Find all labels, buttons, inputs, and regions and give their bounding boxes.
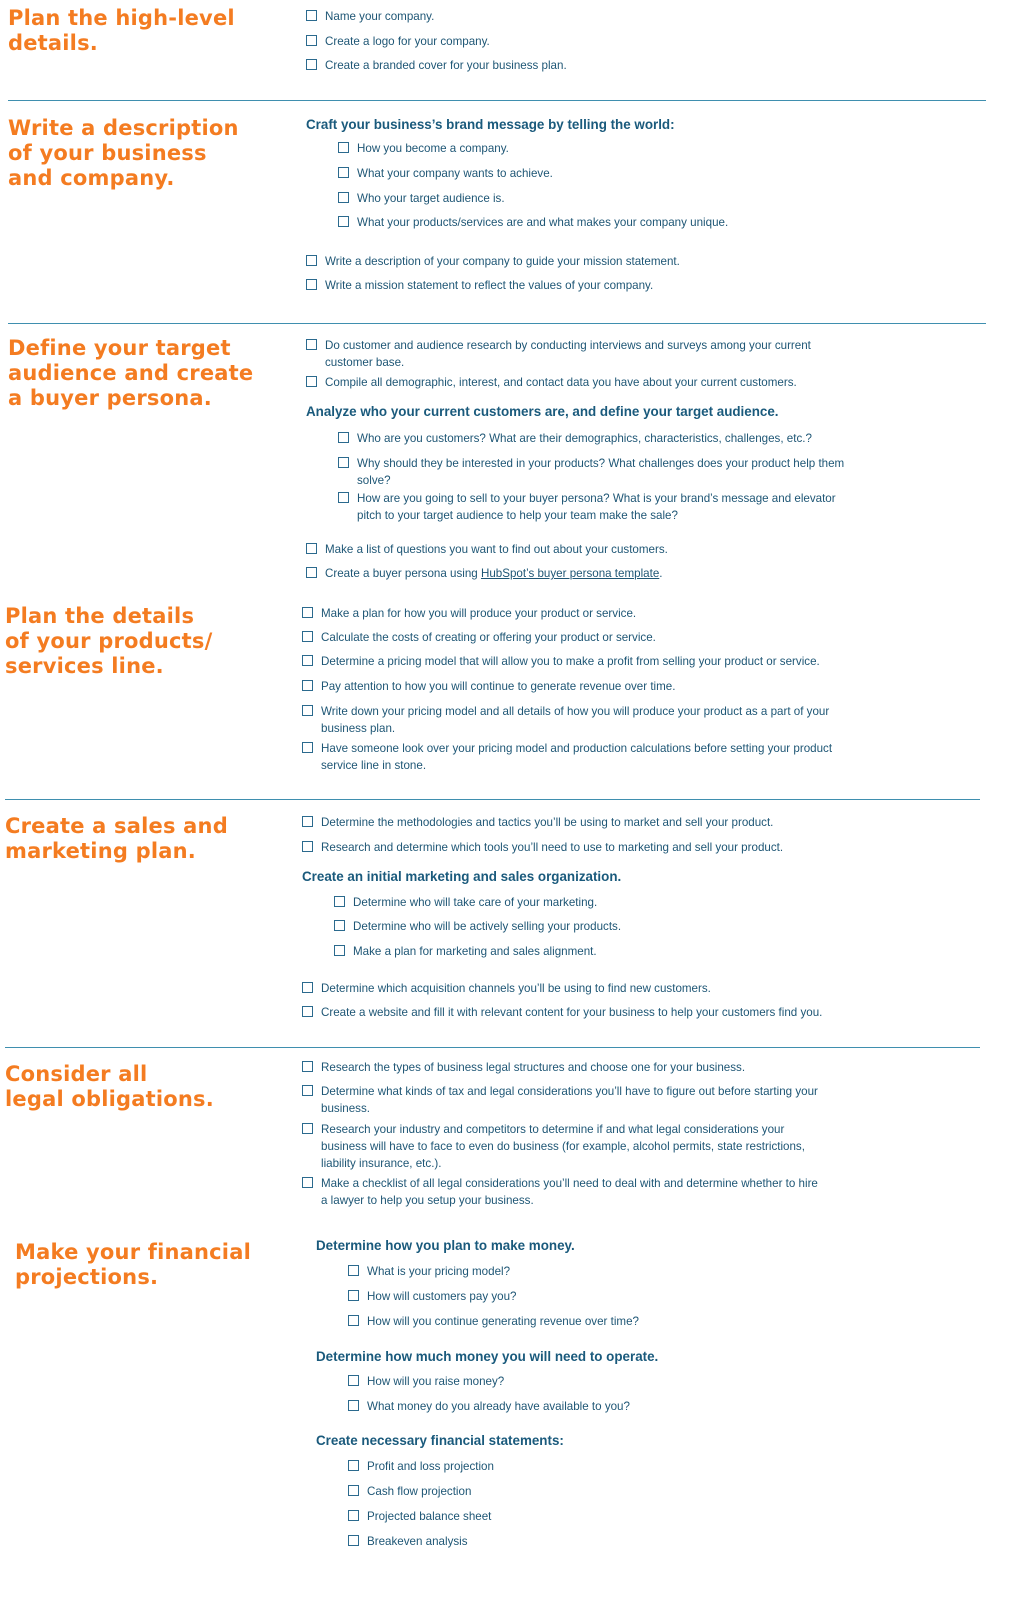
checklist-subitem[interactable] [348,1313,639,1330]
checklist-item[interactable] [302,703,829,737]
checkbox[interactable] [302,631,313,642]
item-text-line: service line in stone. [321,759,427,772]
item-text-line: Make a checklist of all legal considerations you’ll need to deal with and determine whether to hire [321,1177,818,1190]
title-line: Plan the high-level [8,6,235,30]
checklist-subitem[interactable] [348,1533,468,1550]
checklist-item[interactable] [306,253,680,270]
checkbox[interactable] [348,1460,359,1471]
title-line: details. [8,31,98,55]
subheading: Craft your business’s brand message by telling the world: [306,117,675,132]
checklist-item[interactable] [302,678,675,695]
checklist-item[interactable] [302,1121,805,1172]
checklist-item[interactable] [306,374,797,391]
section-title-financial [15,1240,251,1290]
checklist-item[interactable] [306,565,663,582]
checklist-subitem[interactable] [348,1263,510,1280]
checkbox[interactable] [306,567,317,578]
checklist-item[interactable] [306,541,668,558]
checkbox[interactable] [302,705,313,716]
checkbox[interactable] [338,216,349,227]
checklist-subitem[interactable] [348,1458,494,1475]
checkbox[interactable] [302,1006,313,1017]
checklist-item[interactable] [302,740,832,774]
item-text: Create a website and fill it with relevant content for your business to help your customers find you. [321,1006,823,1019]
item-text-line: solve? [357,474,391,487]
item-text: Create a branded cover for your business plan. [325,59,567,72]
item-text: Who are you customers? What are their demographics, characteristics, challenges, etc.? [357,432,812,445]
item-text: Breakeven analysis [367,1535,468,1548]
checkbox[interactable] [302,1061,313,1072]
item-text-prefix: Create a buyer persona using [325,567,481,580]
item-text: Determine a pricing model that will allow you to make a profit from selling your product or service. [321,655,820,668]
section-divider [8,323,986,324]
checkbox[interactable] [306,255,317,266]
checkbox[interactable] [306,543,317,554]
item-text: What your products/services are and what makes your company unique. [357,216,729,229]
checkbox[interactable] [338,492,349,503]
checklist-item[interactable] [302,980,711,997]
checkbox[interactable] [348,1265,359,1276]
checklist-subitem[interactable] [348,1373,504,1390]
checkbox[interactable] [302,816,313,827]
item-text: What money do you already have available to you? [367,1400,630,1413]
item-text [357,490,836,524]
section-title-description [8,116,239,191]
checkbox[interactable] [302,841,313,852]
checklist-item[interactable] [302,839,783,856]
title-line: and company. [8,166,175,190]
checkbox[interactable] [348,1485,359,1496]
item-text: Write a mission statement to reflect the values of your company. [325,279,654,292]
checkbox[interactable] [306,35,317,46]
checkbox[interactable] [306,59,317,70]
checkbox[interactable] [338,192,349,203]
checklist-subitem[interactable] [338,490,836,524]
checkbox[interactable] [348,1290,359,1301]
checklist-subitem[interactable] [348,1483,471,1500]
item-text: Determine who will take care of your marketing. [353,896,598,909]
checklist-item[interactable] [302,1083,818,1117]
checkbox[interactable] [334,896,345,907]
item-text: Research the types of business legal structures and choose one for your business. [321,1061,746,1074]
checkbox[interactable] [306,10,317,21]
item-text-line: business plan. [321,722,396,735]
item-text-line: Determine what kinds of tax and legal considerations you’ll have to figure out before starting your [321,1085,818,1098]
checklist-item[interactable] [306,57,567,74]
checkbox[interactable] [306,339,317,350]
title-line: Plan the details [5,604,195,628]
item-text [321,703,829,737]
title-line: Create a sales and [5,814,228,838]
checkbox[interactable] [348,1375,359,1386]
checklist-item[interactable] [306,8,434,25]
item-text-line: How are you going to sell to your buyer persona? What is your brand’s message and elevator [357,492,836,505]
title-line: Make your financial [15,1240,251,1264]
checkbox[interactable] [302,680,313,691]
checklist-item[interactable] [302,653,820,670]
checkbox[interactable] [302,1177,313,1188]
checklist-subitem[interactable] [348,1398,630,1415]
item-text: Who your target audience is. [357,192,505,205]
checkbox[interactable] [348,1535,359,1546]
checkbox[interactable] [338,432,349,443]
item-text: Pay attention to how you will continue to generate revenue over time. [321,680,676,693]
checkbox[interactable] [334,945,345,956]
checklist-subitem[interactable] [334,918,621,935]
checkbox[interactable] [302,982,313,993]
item-text-line: liability insurance, etc.). [321,1157,442,1170]
item-text: Make a plan for marketing and sales alignment. [353,945,597,958]
checklist-item[interactable] [306,337,811,371]
checkbox[interactable] [348,1315,359,1326]
checklist-subitem[interactable] [348,1508,491,1525]
subheading: Create an initial marketing and sales organization. [302,869,622,884]
item-text: Profit and loss projection [367,1460,494,1473]
checklist-item[interactable] [302,605,636,622]
item-text-line: Why should they be interested in your products? What challenges does your product help them [357,457,845,470]
title-line: Consider all [5,1062,148,1086]
checkbox[interactable] [338,142,349,153]
section-divider [5,799,980,800]
title-line: Define your target [8,336,231,360]
checklist-item[interactable] [302,1059,745,1076]
item-text-line: Write down your pricing model and all details of how you will produce your product as a part of your [321,705,830,718]
item-text: Determine the methodologies and tactics you’ll be using to market and sell your product. [321,816,774,829]
checkbox[interactable] [348,1400,359,1411]
title-line: services line. [5,654,164,678]
item-text: What is your pricing model? [367,1265,511,1278]
title-line: legal obligations. [5,1087,214,1111]
item-text [325,565,663,582]
title-line: a buyer persona. [8,386,212,410]
checkbox[interactable] [302,607,313,618]
checkbox[interactable] [306,376,317,387]
item-text: Cash flow projection [367,1485,472,1498]
item-text: How will customers pay you? [367,1290,517,1303]
item-text: Determine who will be actively selling your products. [353,920,622,933]
item-text-line: pitch to your target audience to help your team make the sale? [357,509,678,522]
item-text: Research and determine which tools you’ll need to use to marketing and sell your product. [321,841,784,854]
checklist-subitem[interactable] [338,140,509,157]
buyer-persona-template-link[interactable]: HubSpot’s buyer persona template [480,567,660,580]
item-text: Projected balance sheet [367,1510,492,1523]
checkbox[interactable] [302,655,313,666]
item-text: Determine which acquisition channels you’ll be using to find new customers. [321,982,711,995]
item-text-line: business will have to face to even do business (for example, alcohol permits, state restrictions, [321,1140,805,1153]
checkbox[interactable] [302,742,313,753]
title-line: Write a description [8,116,239,140]
item-text: Make a plan for how you will produce your product or service. [321,607,637,620]
section-divider [8,100,986,101]
section-title-high-level [8,6,235,56]
item-text [321,1083,818,1117]
item-text [325,337,811,371]
item-text: Calculate the costs of creating or offering your product or service. [321,631,656,644]
checklist-item[interactable] [302,1175,818,1209]
item-text: Create a logo for your company. [325,35,490,48]
item-text: Name your company. [325,10,435,23]
section-title-target-audience [8,336,253,411]
checklist-subitem[interactable] [334,894,597,911]
checklist-subitem[interactable] [338,190,505,207]
checklist-item[interactable] [306,277,653,294]
item-text: Write a description of your company to guide your mission statement. [325,255,680,268]
title-line: of your products/ [5,629,213,653]
checkbox[interactable] [302,1085,313,1096]
item-text: Make a list of questions you want to find out about your customers. [325,543,668,556]
checklist-item[interactable] [302,1004,822,1021]
checklist-subitem[interactable] [334,943,597,960]
item-text-line: Have someone look over your pricing model and production calculations before setting your product [321,742,833,755]
checklist-subitem[interactable] [338,430,812,447]
item-text [357,455,844,489]
section-title-sales-marketing [5,814,228,864]
item-text-line: business. [321,1102,370,1115]
checklist-subitem[interactable] [338,214,728,231]
subheading: Create necessary financial statements: [316,1433,564,1448]
item-text-line: a lawyer to help you setup your business. [321,1194,534,1207]
title-line: of your business [8,141,207,165]
section-divider [5,1047,980,1048]
checkbox[interactable] [302,1123,313,1134]
subheading: Determine how much money you will need to operate. [316,1349,659,1364]
item-text-line: Research your industry and competitors to determine if and what legal considerations your [321,1123,785,1136]
item-text-line: customer base. [325,356,405,369]
checkbox[interactable] [338,167,349,178]
section-title-legal [5,1062,214,1112]
item-text: How will you raise money? [367,1375,505,1388]
item-text-line: Do customer and audience research by conducting interviews and surveys among your current [325,339,811,352]
section-title-products-services [5,604,212,679]
item-text-suffix: . [659,567,663,580]
title-line: projections. [15,1265,159,1289]
checklist-item[interactable] [302,814,773,831]
item-text: How you become a company. [357,142,509,155]
subheading: Analyze who your current customers are, and define your target audience. [306,404,779,419]
title-line: audience and create [8,361,254,385]
checklist-item[interactable] [302,629,656,646]
checklist-subitem[interactable] [338,165,553,182]
checklist-subitem[interactable] [348,1288,517,1305]
checkbox[interactable] [334,920,345,931]
checkbox[interactable] [348,1510,359,1521]
item-text [321,1175,818,1209]
subheading: Determine how you plan to make money. [316,1238,575,1253]
item-text [321,1121,805,1172]
item-text: Compile all demographic, interest, and contact data you have about your current customers. [325,376,797,389]
item-text: How will you continue generating revenue over time? [367,1315,639,1328]
item-text [321,740,832,774]
checkbox[interactable] [306,279,317,290]
item-text: What your company wants to achieve. [357,167,553,180]
checklist-item[interactable] [306,33,490,50]
checklist-subitem[interactable] [338,455,844,489]
title-line: marketing plan. [5,839,196,863]
checkbox[interactable] [338,457,349,468]
